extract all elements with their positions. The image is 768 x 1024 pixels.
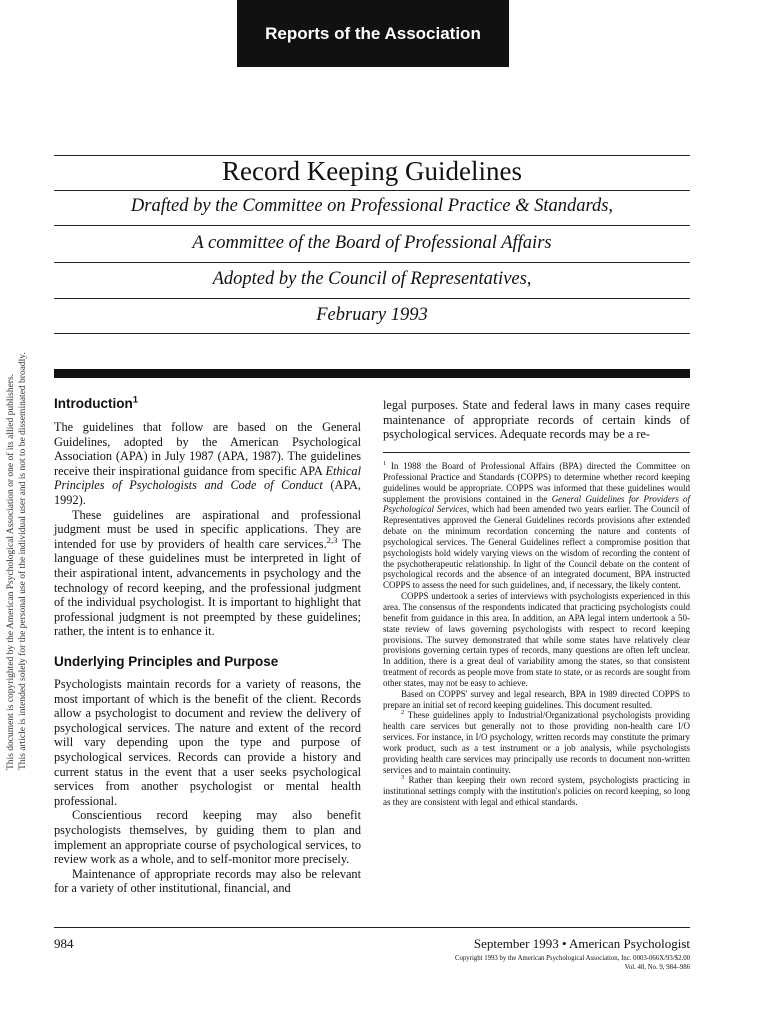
footnote-3: $^3$ Rather than keeping their own record system, psychologists practicing in institutional settings comply with the institution's policies on record keeping, so long as they are consistent with legal and ethical standards. [383,774,690,808]
subtitle-line-3: Adopted by the Council of Representatives, [212,269,532,289]
footnote-1: $^1$ In 1988 the Board of Professional Affairs (BPA) directed the Committee on Professional Practice and Standards (COPPS) to determine whether record keeping guidelines would be appropriate. COPPS was informed that these guidelines would supplement the provisions contained in the General Guidelines for Providers of Psychological Services, which had been amended two years earlier. The Council of Representatives approved the General Guidelines records provisions after extended debate on the minimum recordation concerning the nature and contents of psychological services. The General Guidelines reflect a compromise position that psychologists hold widely varying views on the wisdom of recording the content of the psychotherapeutic relationship. In light of the Council debate on the content of psychological records and the absence of an integrated document, BPA instructed COPPS to assess the need for such guidelines, and, if necessary, the likely content. [383,460,690,591]
title-rule-3 [54,262,690,263]
footer-rule [54,927,690,928]
heading-introduction [54,396,138,411]
column-2-body [383,398,690,442]
footnote-2: $^2$ These guidelines apply to Industrial/Organizational psychologists providing health care services but generally not to those providing non-health care I/O services. For instance, in I/O psychology, written records may constitute the primary work product, such as a test instrument or a job analysis, while psychologists providing health care services may principally use records to document non-written services and to maintain continuity. [383,709,690,775]
section-banner: Reports of the Association [237,0,509,67]
title-rule-2 [54,225,690,226]
heading-underlying-principles: Underlying Principles and Purpose [54,654,279,669]
article-title: Record Keeping Guidelines [222,156,522,186]
subtitle-line-2: A committee of the Board of Professional Affairs [192,233,552,253]
footnotes [383,461,690,808]
heavy-divider [54,369,690,378]
copyright-side-note-2: This article is intended solely for the personal use of the individual user and is not to be disseminated broadly. [18,352,28,770]
title-rule-1 [54,190,690,191]
copyright-side-note-1: This document is copyrighted by the American Psychological Association or one of its allied publishers. [6,373,16,770]
footnote-1-paragraph-2: COPPS undertook a series of interviews with psychologists experienced in this area. The consensus of the respondents indicated that practicing psychologists could benefit from guidance in this area. In addition, an APA legal intern undertook a 50-state review of laws governing psychologists with respect to record keeping provisions. The survey demonstrated that while some states have relatively clear provisions governing certain types of records, many questions are often left unclear. In addition, there is a great deal of variability among the states, so that consistent treatment of records as people move from state to state, or as records are sought from other states, may not be easy to achieve. [383,591,690,688]
principles-paragraph-1: Psychologists maintain records for a variety of reasons, the most important of which is the benefit of the client. Records allow a psychologist to document and review the delivery of psychological services. The nature and extent of the record will vary depending upon the type and purpose of psychological services. Records can provide a history and current status in the event that a user seeks psychological services from another psychologist or mental health professional. [54,677,361,808]
footnote-1-paragraph-3: Based on COPPS' survey and legal research, BPA in 1989 directed COPPS to prepare an initial set of record keeping guidelines. This document resulted. [383,688,690,710]
footnote-rule [383,452,690,453]
intro-paragraph-2: These guidelines are aspirational and professional judgment must be used in specific applications. They are intended for use by providers of health care services.$^{2,3}$ The language of these guidelines must be interpreted in light of their aspirational intent, advancements in psychology and the technology of record keeping, and the professional judgment of the individual psychologist. It is important to highlight that professional judgment is not preempted by these guidelines; rather, the intent is to enhance it. [54,507,361,639]
intro-paragraph-1: The guidelines that follow are based on the General Guidelines, adopted by the American Psychological Association (APA) in July 1987 (APA, 1987). The guidelines receive their inspirational guidance from specific APA Ethical Principles of Psychologists and Code of Conduct (APA, 1992). [54,420,361,507]
page-number: 984 [54,936,74,951]
volume-line: Vol. 48, No. 9, 984–986 [624,964,690,971]
footnote-ref-1: 1 [132,394,138,406]
copyright-line: Copyright 1993 by the American Psychological Association, Inc. 0003-066X/93/$2.00 [454,955,690,962]
journal-citation: September 1993 • American Psychologist [473,936,690,951]
principles-paragraph-2: Conscientious record keeping may also benefit psychologists themselves, by guiding them to plan and implement an appropriate course of psychological services, to review work as a whole, and to self-monitor more precisely. [54,808,361,867]
principles-body [54,677,361,896]
subtitle-line-4: February 1993 [316,305,428,325]
subtitle-line-1: Drafted by the Committee on Professional Practice & Standards, [130,196,614,216]
title-rule-5 [54,333,690,334]
heading-introduction-text: Introduction [54,396,133,411]
title-rule-4 [54,298,690,299]
column-2-paragraph-1: legal purposes. State and federal laws in many cases require maintenance of appropriate records of certain kinds of psychological services. Adequate records may be a re- [383,398,690,442]
principles-paragraph-3: Maintenance of appropriate records may also be relevant for a variety of other institutional, financial, and [54,866,361,896]
intro-body [54,420,361,639]
